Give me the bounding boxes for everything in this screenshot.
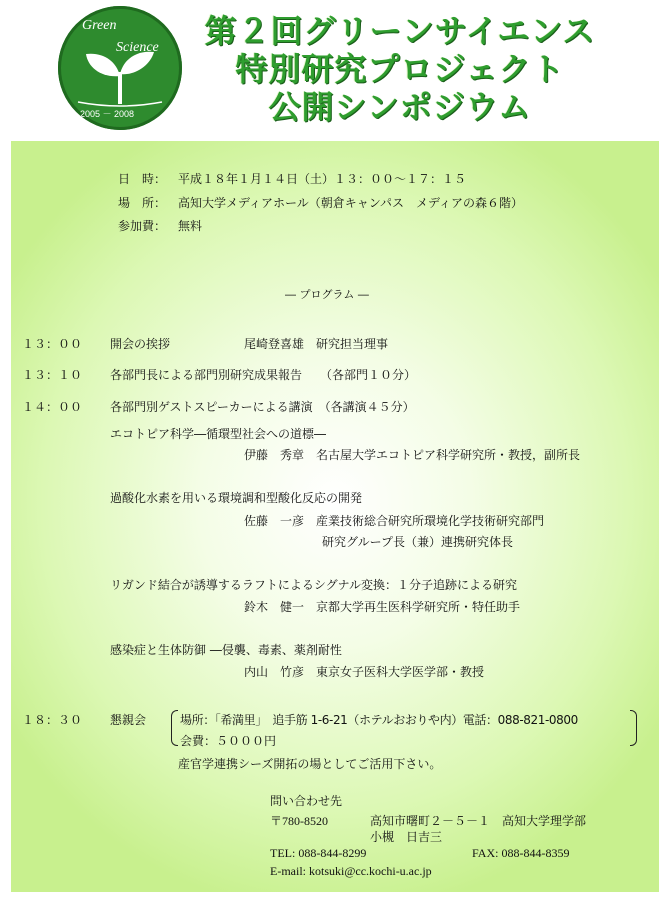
program-time: １３：１０ <box>22 368 83 382</box>
contact-fax: FAX: 088-844-8359 <box>472 846 570 860</box>
contact-heading: 問い合わせ先 <box>270 794 343 808</box>
title-line-2: 特別研究プロジェクト <box>235 50 565 88</box>
party-time: １８：３０ <box>22 713 83 727</box>
talk-speaker: 伊藤 秀章 名古屋大学エコトピア科学研究所・教授，副所長 <box>244 448 581 462</box>
party-fee: 会費：５０００円 <box>180 734 277 748</box>
right-brace <box>630 710 637 746</box>
talk-title: 過酸化水素を用いる環境調和型酸化反応の開発 <box>110 491 363 505</box>
title-line-3: 公開シンポジウム <box>268 88 532 126</box>
talk-title: エコトピア科学―循環型社会への道標― <box>110 427 327 441</box>
program-time: １４：００ <box>22 400 83 414</box>
logo-years: 2005 － 2008 <box>80 109 135 119</box>
contact-tel: TEL: 088-844-8299 <box>270 846 367 860</box>
program-item: 各部門長による部門別研究成果報告 （各部門１０分） <box>110 368 417 382</box>
party-place: 場所：「希満里」 追手筋 1-6-21（ホテルおおりや内）電話：088-821-0800 <box>180 713 578 727</box>
talk-title: 感染症と生体防御 ―侵襲、毒素、薬剤耐性 <box>110 643 342 657</box>
place-value: 高知大学メディアホール（朝倉キャンパス メディアの森６階） <box>178 196 524 210</box>
green-science-logo <box>58 6 182 130</box>
left-brace <box>171 710 178 746</box>
contact-address: 高知市曙町２－５－１ 高知大学理学部 <box>370 814 587 828</box>
place-label: 場 所： <box>118 196 167 210</box>
talk-speaker: 内山 竹彦 東京女子医科大学医学部・教授 <box>244 665 485 679</box>
contact-postal: 〒780-8520 <box>270 814 328 828</box>
title-line-1: 第２回グリーンサイエンス <box>204 12 596 50</box>
program-person: 尾崎登喜雄 研究担当理事 <box>244 337 389 351</box>
fee-value: 無料 <box>178 219 203 233</box>
logo-text-science: Science <box>116 40 159 55</box>
contact-email[interactable]: E-mail: kotsuki@cc.kochi-u.ac.jp <box>270 864 432 878</box>
talk-speaker: 佐藤 一彦 産業技術総合研究所環境化学技術研究部門 <box>244 514 545 528</box>
talk-title: リガンド結合が誘導するラフトによるシグナル変換：１分子追跡による研究 <box>110 578 518 592</box>
contact-name: 小槻 日吉三 <box>370 830 443 844</box>
logo-text-green: Green <box>82 18 117 33</box>
program-item: 開会の挨拶 <box>110 337 171 351</box>
fee-label: 参加費： <box>118 219 167 233</box>
date-value: 平成１８年１月１４日（土）１３：００～１７：１５ <box>178 172 467 186</box>
talk-speaker: 鈴木 健一 京都大学再生医科学研究所・特任助手 <box>244 600 521 614</box>
party-note: 産官学連携シーズ開拓の場としてご活用下さい。 <box>178 757 442 771</box>
program-heading: ― プログラム ― <box>285 288 369 301</box>
party-label: 懇親会 <box>110 713 147 727</box>
date-label: 日 時： <box>118 172 167 186</box>
talk-speaker-affiliation: 研究グループ長（兼）連携研究体長 <box>322 535 514 549</box>
program-time: １３：００ <box>22 337 83 351</box>
program-item: 各部門別ゲストスピーカーによる講演 （各講演４５分） <box>110 400 415 414</box>
